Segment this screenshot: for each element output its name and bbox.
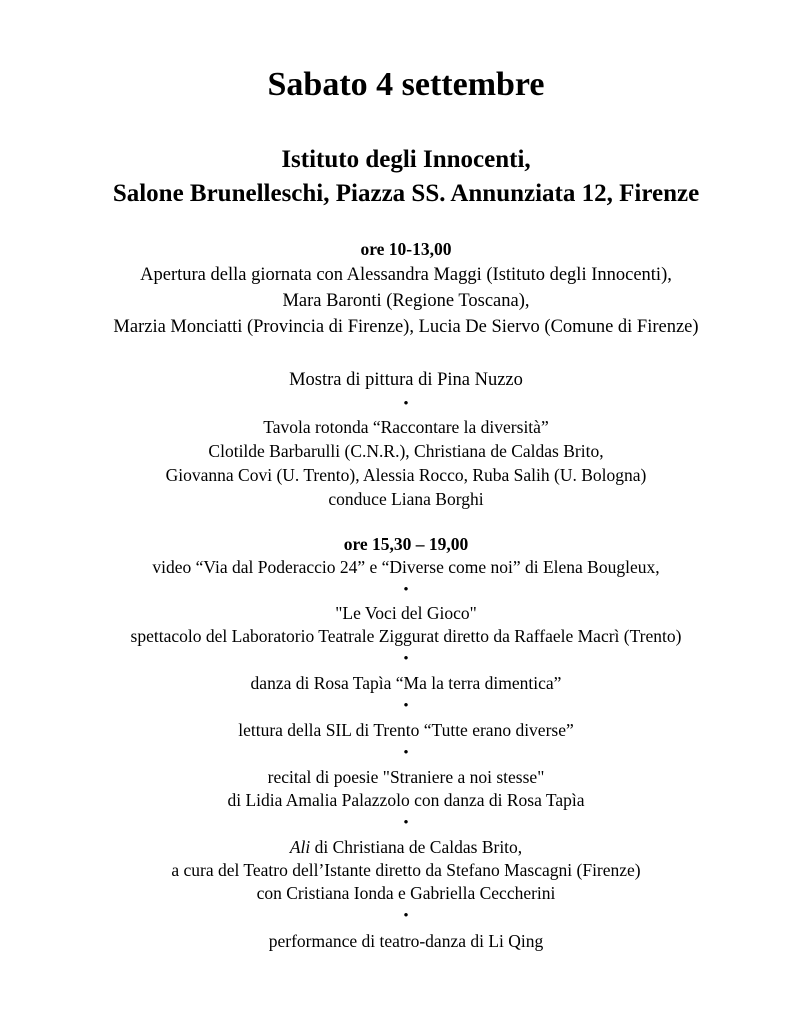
morning-time: ore 10-13,00 bbox=[360, 239, 452, 259]
afternoon-time: ore 15,30 – 19,00 bbox=[343, 534, 469, 554]
bullet-separator: • bbox=[403, 745, 409, 761]
roundtable-line-4: conduce Liana Borghi bbox=[328, 489, 484, 509]
opening-line-3: Marzia Monciatti (Provincia di Firenze), Lucia De Siervo (Comune di Firenze) bbox=[113, 317, 699, 337]
recital-line-2: di Lidia Amalia Palazzolo con danza di Rosa Tapìa bbox=[227, 790, 585, 810]
bullet-separator: • bbox=[403, 698, 409, 714]
danza-line: danza di Rosa Tapìa “Ma la terra dimentica” bbox=[250, 673, 562, 693]
bullet-separator: • bbox=[403, 396, 409, 412]
exhibition-line: Mostra di pittura di Pina Nuzzo bbox=[289, 370, 523, 390]
page-title: Sabato 4 settembre bbox=[267, 66, 545, 103]
bullet-separator: • bbox=[403, 582, 409, 598]
bullet-separator: • bbox=[403, 815, 409, 831]
roundtable-line-1: Tavola rotonda “Raccontare la diversità” bbox=[263, 417, 549, 437]
performance-line: performance di teatro-danza di Li Qing bbox=[268, 931, 544, 951]
bullet-separator: • bbox=[403, 908, 409, 924]
ali-line-3: con Cristiana Ionda e Gabriella Ceccherini bbox=[256, 883, 556, 903]
venue-line-2: Salone Brunelleschi, Piazza SS. Annunziata 12, Firenze bbox=[112, 180, 700, 207]
roundtable-line-3: Giovanna Covi (U. Trento), Alessia Rocco, Ruba Salih (U. Bologna) bbox=[165, 465, 647, 485]
lettura-line: lettura della SIL di Trento “Tutte erano diverse” bbox=[238, 720, 574, 740]
recital-line-1: recital di poesie "Straniere a noi stesse" bbox=[267, 767, 545, 787]
ali-line-1 bbox=[0, 837, 812, 858]
voci-line-1: "Le Voci del Gioco" bbox=[335, 603, 477, 623]
video-line: video “Via dal Poderaccio 24” e “Diverse come noi” di Elena Bougleux, bbox=[152, 557, 660, 577]
bullet-separator: • bbox=[403, 651, 409, 667]
ali-line-2: a cura del Teatro dell’Istante diretto da Stefano Mascagni (Firenze) bbox=[171, 860, 641, 880]
venue-line-1: Istituto degli Innocenti, bbox=[281, 146, 531, 173]
opening-line-1: Apertura della giornata con Alessandra Maggi (Istituto degli Innocenti), bbox=[140, 265, 672, 285]
roundtable-line-2: Clotilde Barbarulli (C.N.R.), Christiana de Caldas Brito, bbox=[208, 441, 604, 461]
ali-title: Ali bbox=[289, 837, 311, 857]
opening-line-2: Mara Baronti (Regione Toscana), bbox=[282, 291, 530, 311]
ali-author: di Christiana de Caldas Brito, bbox=[310, 837, 523, 857]
voci-line-2: spettacolo del Laboratorio Teatrale Ziggurat diretto da Raffaele Macrì (Trento) bbox=[130, 626, 682, 646]
